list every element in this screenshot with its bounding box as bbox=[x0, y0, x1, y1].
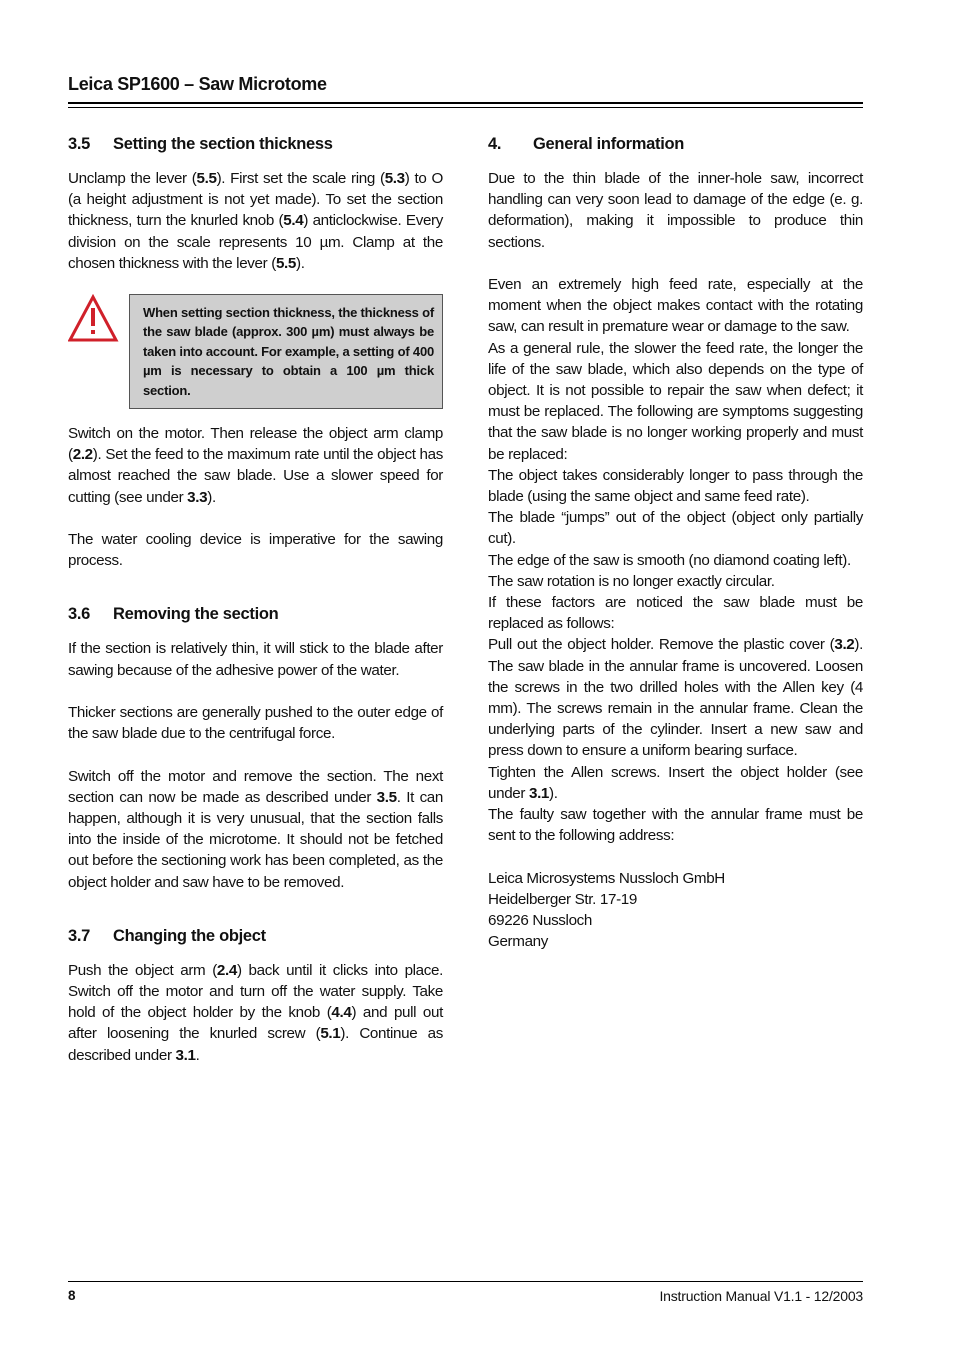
section-title: Setting the section thickness bbox=[113, 135, 333, 153]
figure-reference: 5.5 bbox=[196, 170, 217, 187]
left-column bbox=[68, 133, 443, 1066]
section-title: General information bbox=[533, 135, 685, 153]
figure-reference: 2.4 bbox=[216, 961, 237, 979]
section-number: 3.5 bbox=[68, 135, 91, 153]
header-rule-thick bbox=[68, 102, 863, 104]
figure-reference: 3.3 bbox=[187, 488, 208, 506]
page-header-title: Leica SP1600 – Saw Microtome bbox=[68, 74, 327, 94]
section-3-5-heading bbox=[68, 133, 443, 155]
figure-reference: 2.2 bbox=[72, 446, 93, 464]
paragraph: Due to the thin blade of the inner-hole saw, incorrect handling can very soon lead to damage of the edge (e. g. deformation), making it impossible to produce thin sections. bbox=[488, 170, 863, 251]
section-4-heading bbox=[488, 133, 863, 155]
figure-reference: 5.1 bbox=[320, 1025, 341, 1043]
paragraph: Unclamp the lever (5.5). First set the scale ring (5.3) to O (a height adjustment is not yet made). To set the section thickness, turn the knurled knob (5.4) anticlockwise. Every division on the scale represents 10 µm. Clamp at the chosen thickness with the lever (5.5). bbox=[68, 170, 444, 272]
figure-reference: 5.5 bbox=[275, 254, 297, 272]
figure-reference: 4.4 bbox=[331, 1004, 352, 1022]
figure-reference: 3.1 bbox=[175, 1046, 196, 1064]
warning-note bbox=[68, 294, 443, 409]
section-number: 4. bbox=[488, 135, 502, 153]
paragraph: Tighten the Allen screws. Insert the object holder (see under 3.1). bbox=[488, 763, 863, 802]
address-block bbox=[488, 868, 863, 953]
paragraph: As a general rule, the slower the feed rate, the longer the life of the saw blade, which also depends on the type of object. It is not possible to repair the saw when defect; it must be replaced. The following are symptoms suggesting that the saw blade is no longer working properly and must be replaced: bbox=[488, 339, 863, 463]
right-column bbox=[488, 133, 863, 952]
paragraph: The saw rotation is no longer exactly circular. bbox=[488, 572, 775, 590]
warning-text: When setting section thickness, the thickness of the saw blade (approx. 300 µm) must always be taken into account. For example, a setting of 400 µm is necessary to obtain a 100 µm thick section. bbox=[129, 294, 443, 409]
paragraph: Push the object arm (2.4) back until it clicks into place. Switch off the motor and turn off the water supply. Take hold of the object holder by the knob (4.4) and pull out after loosening the knurled screw (5.1). Continue as described under 3.1. bbox=[68, 961, 444, 1064]
paragraph: Even an extremely high feed rate, especially at the moment when the object makes contact with the rotating saw, can result in premature wear or damage to the saw. bbox=[488, 276, 863, 336]
paragraph: If these factors are noticed the saw blade must be replaced as follows: bbox=[488, 594, 863, 633]
address-line: Germany bbox=[488, 933, 549, 951]
figure-reference: 3.2 bbox=[834, 636, 855, 654]
paragraph: Thicker sections are generally pushed to the outer edge of the saw blade due to the centrifugal force. bbox=[68, 704, 443, 743]
paragraph: Switch on the motor. Then release the object arm clamp (2.2). Set the feed to the maximum rate until the object has almost reached the saw blade. Use a slower speed for cutting (see under 3.3). bbox=[68, 425, 443, 506]
header-rule-thin bbox=[68, 107, 863, 108]
address-line: 69226 Nussloch bbox=[488, 912, 593, 930]
figure-reference: 5.4 bbox=[283, 212, 304, 230]
figure-reference: 3.1 bbox=[528, 784, 550, 802]
warning-triangle-icon bbox=[68, 294, 129, 354]
page-number: 8 bbox=[68, 1288, 76, 1303]
section-title: Changing the object bbox=[113, 926, 266, 945]
section-3-6-heading bbox=[68, 603, 443, 625]
figure-reference: 5.3 bbox=[384, 170, 405, 187]
address-line: Heidelberger Str. 17-19 bbox=[488, 890, 637, 908]
paragraph: The blade “jumps” out of the object (object only partially cut). bbox=[488, 509, 863, 548]
section-3-7-heading bbox=[68, 925, 443, 947]
section-number: 3.6 bbox=[68, 605, 91, 624]
paragraph: The edge of the saw is smooth (no diamond coating left). bbox=[488, 551, 851, 569]
paragraph: The water cooling device is imperative for the sawing process. bbox=[68, 531, 443, 570]
paragraph: If the section is relatively thin, it will stick to the blade after sawing because of the adhesive power of the water. bbox=[68, 640, 443, 679]
section-title: Removing the section bbox=[113, 605, 279, 624]
section-number: 3.7 bbox=[68, 926, 91, 945]
figure-reference: 3.5 bbox=[376, 788, 397, 806]
footer-rule bbox=[68, 1281, 863, 1282]
paragraph: Switch off the motor and remove the section. The next section can now be made as described under 3.5. It can happen, although it is very unusual, that the section falls into the inside of the microtome. It should not be fetched out before the sectioning work has been completed, as the object holder and saw have to be removed. bbox=[68, 767, 444, 891]
paragraph: Pull out the object holder. Remove the plastic cover (3.2). The saw blade in the annular frame is uncovered. Loosen the screws in the two drilled holes with the Allen key (4 mm). The screws remain in the annular frame. Clean the underlying parts of the cylinder. Insert a new saw and press down to ensure a uniform bearing surface. bbox=[488, 636, 863, 760]
paragraph: The object takes considerably longer to pass through the blade (using the same object and same feed rate). bbox=[488, 466, 863, 506]
address-line: Leica Microsystems Nussloch GmbH bbox=[488, 869, 725, 887]
paragraph: The faulty saw together with the annular frame must be sent to the following address: bbox=[488, 806, 863, 845]
manual-version: Instruction Manual V1.1 - 12/2003 bbox=[659, 1288, 863, 1304]
